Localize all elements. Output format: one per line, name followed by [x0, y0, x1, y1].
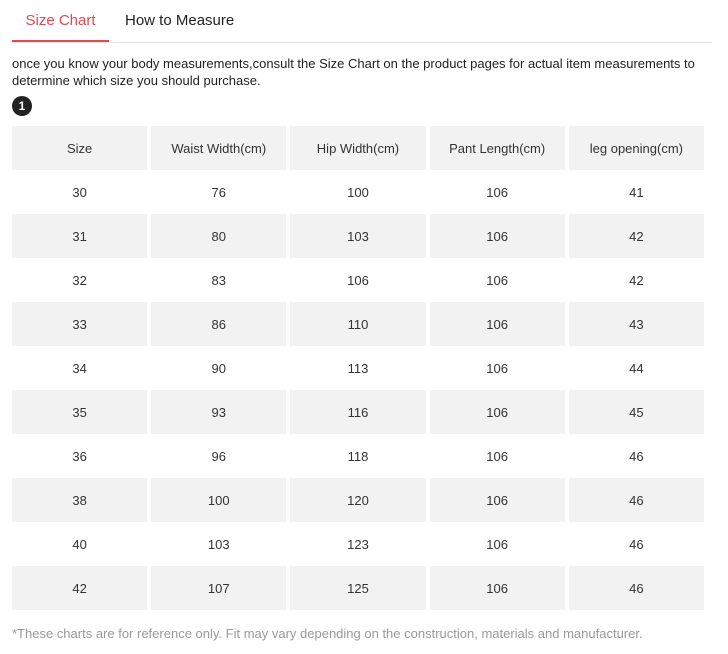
table-cell: 106: [430, 302, 565, 346]
table-cell: 38: [12, 478, 147, 522]
table-cell: 106: [430, 566, 565, 610]
table-cell: 107: [151, 566, 286, 610]
table-cell: 44: [629, 360, 644, 376]
table-cell: 106: [486, 184, 508, 200]
table-cell: 42: [12, 566, 147, 610]
table-cell: 80: [151, 214, 286, 258]
table-cell: 33: [12, 302, 147, 346]
column-header: Pant Length(cm): [430, 124, 565, 170]
table-cell: 120: [290, 478, 425, 522]
table-row: [12, 302, 704, 346]
table-row: [12, 434, 704, 478]
table-cell: 32: [72, 272, 87, 288]
tab-how-to-measure[interactable]: How to Measure: [125, 12, 235, 29]
table-cell: 96: [211, 448, 227, 464]
table-cell: 41: [629, 184, 644, 200]
table-cell: 118: [347, 448, 369, 464]
table-cell: 30: [72, 184, 87, 200]
table-cell: 100: [151, 478, 286, 522]
table-row: [12, 258, 704, 302]
disclaimer-footnote: *These charts are for reference only. Fit may vary depending on the construction, materials and manufacturer.: [12, 626, 643, 641]
table-cell: 106: [430, 478, 565, 522]
table-cell: 40: [72, 536, 87, 552]
table-cell: 106: [430, 390, 565, 434]
table-cell: 90: [211, 360, 227, 376]
table-row: [12, 478, 704, 522]
column-header: Size: [12, 124, 147, 170]
table-cell: 110: [290, 302, 425, 346]
step-number-badge: 1: [12, 96, 32, 116]
table-row: [12, 522, 704, 566]
table-row: [12, 390, 704, 434]
table-cell: 116: [290, 390, 425, 434]
table-cell: 36: [72, 448, 87, 464]
tab-size-chart[interactable]: Size Chart: [12, 0, 109, 42]
table-cell: 86: [151, 302, 286, 346]
table-cell: 83: [211, 272, 227, 288]
table-cell: 46: [629, 448, 644, 464]
table-cell: 42: [629, 272, 644, 288]
size-chart-table: [8, 124, 708, 610]
table-row: [12, 566, 704, 610]
intro-text: once you know your body measurements,consult the Size Chart on the product pages for actual item measurements to determine which size you should purchase.: [12, 56, 695, 88]
table-cell: 43: [569, 302, 704, 346]
table-row: [12, 170, 704, 214]
table-cell: 100: [347, 184, 369, 200]
table-cell: 42: [569, 214, 704, 258]
table-cell: 103: [207, 536, 230, 552]
column-header: Hip Width(cm): [290, 124, 425, 170]
table-cell: 34: [72, 360, 87, 376]
table-cell: 31: [12, 214, 147, 258]
table-header-row: [12, 124, 704, 170]
table-cell: 103: [290, 214, 425, 258]
table-cell: 35: [12, 390, 147, 434]
table-cell: 106: [486, 360, 508, 376]
table-cell: 93: [151, 390, 286, 434]
tab-bar: [12, 0, 712, 43]
table-cell: 106: [486, 272, 508, 288]
column-header: leg opening(cm): [569, 124, 704, 170]
table-row: [12, 346, 704, 390]
table-cell: 123: [347, 536, 369, 552]
table-cell: 46: [569, 566, 704, 610]
table-cell: 106: [486, 536, 508, 552]
table-cell: 46: [629, 536, 644, 552]
table-cell: 76: [211, 184, 227, 200]
table-cell: 125: [290, 566, 425, 610]
table-cell: 113: [347, 360, 369, 376]
table-cell: 106: [430, 214, 565, 258]
table-cell: 46: [569, 478, 704, 522]
table-cell: 106: [486, 448, 508, 464]
table-cell: 45: [569, 390, 704, 434]
table-row: [12, 214, 704, 258]
table-cell: 106: [347, 272, 369, 288]
column-header: Waist Width(cm): [151, 124, 286, 170]
